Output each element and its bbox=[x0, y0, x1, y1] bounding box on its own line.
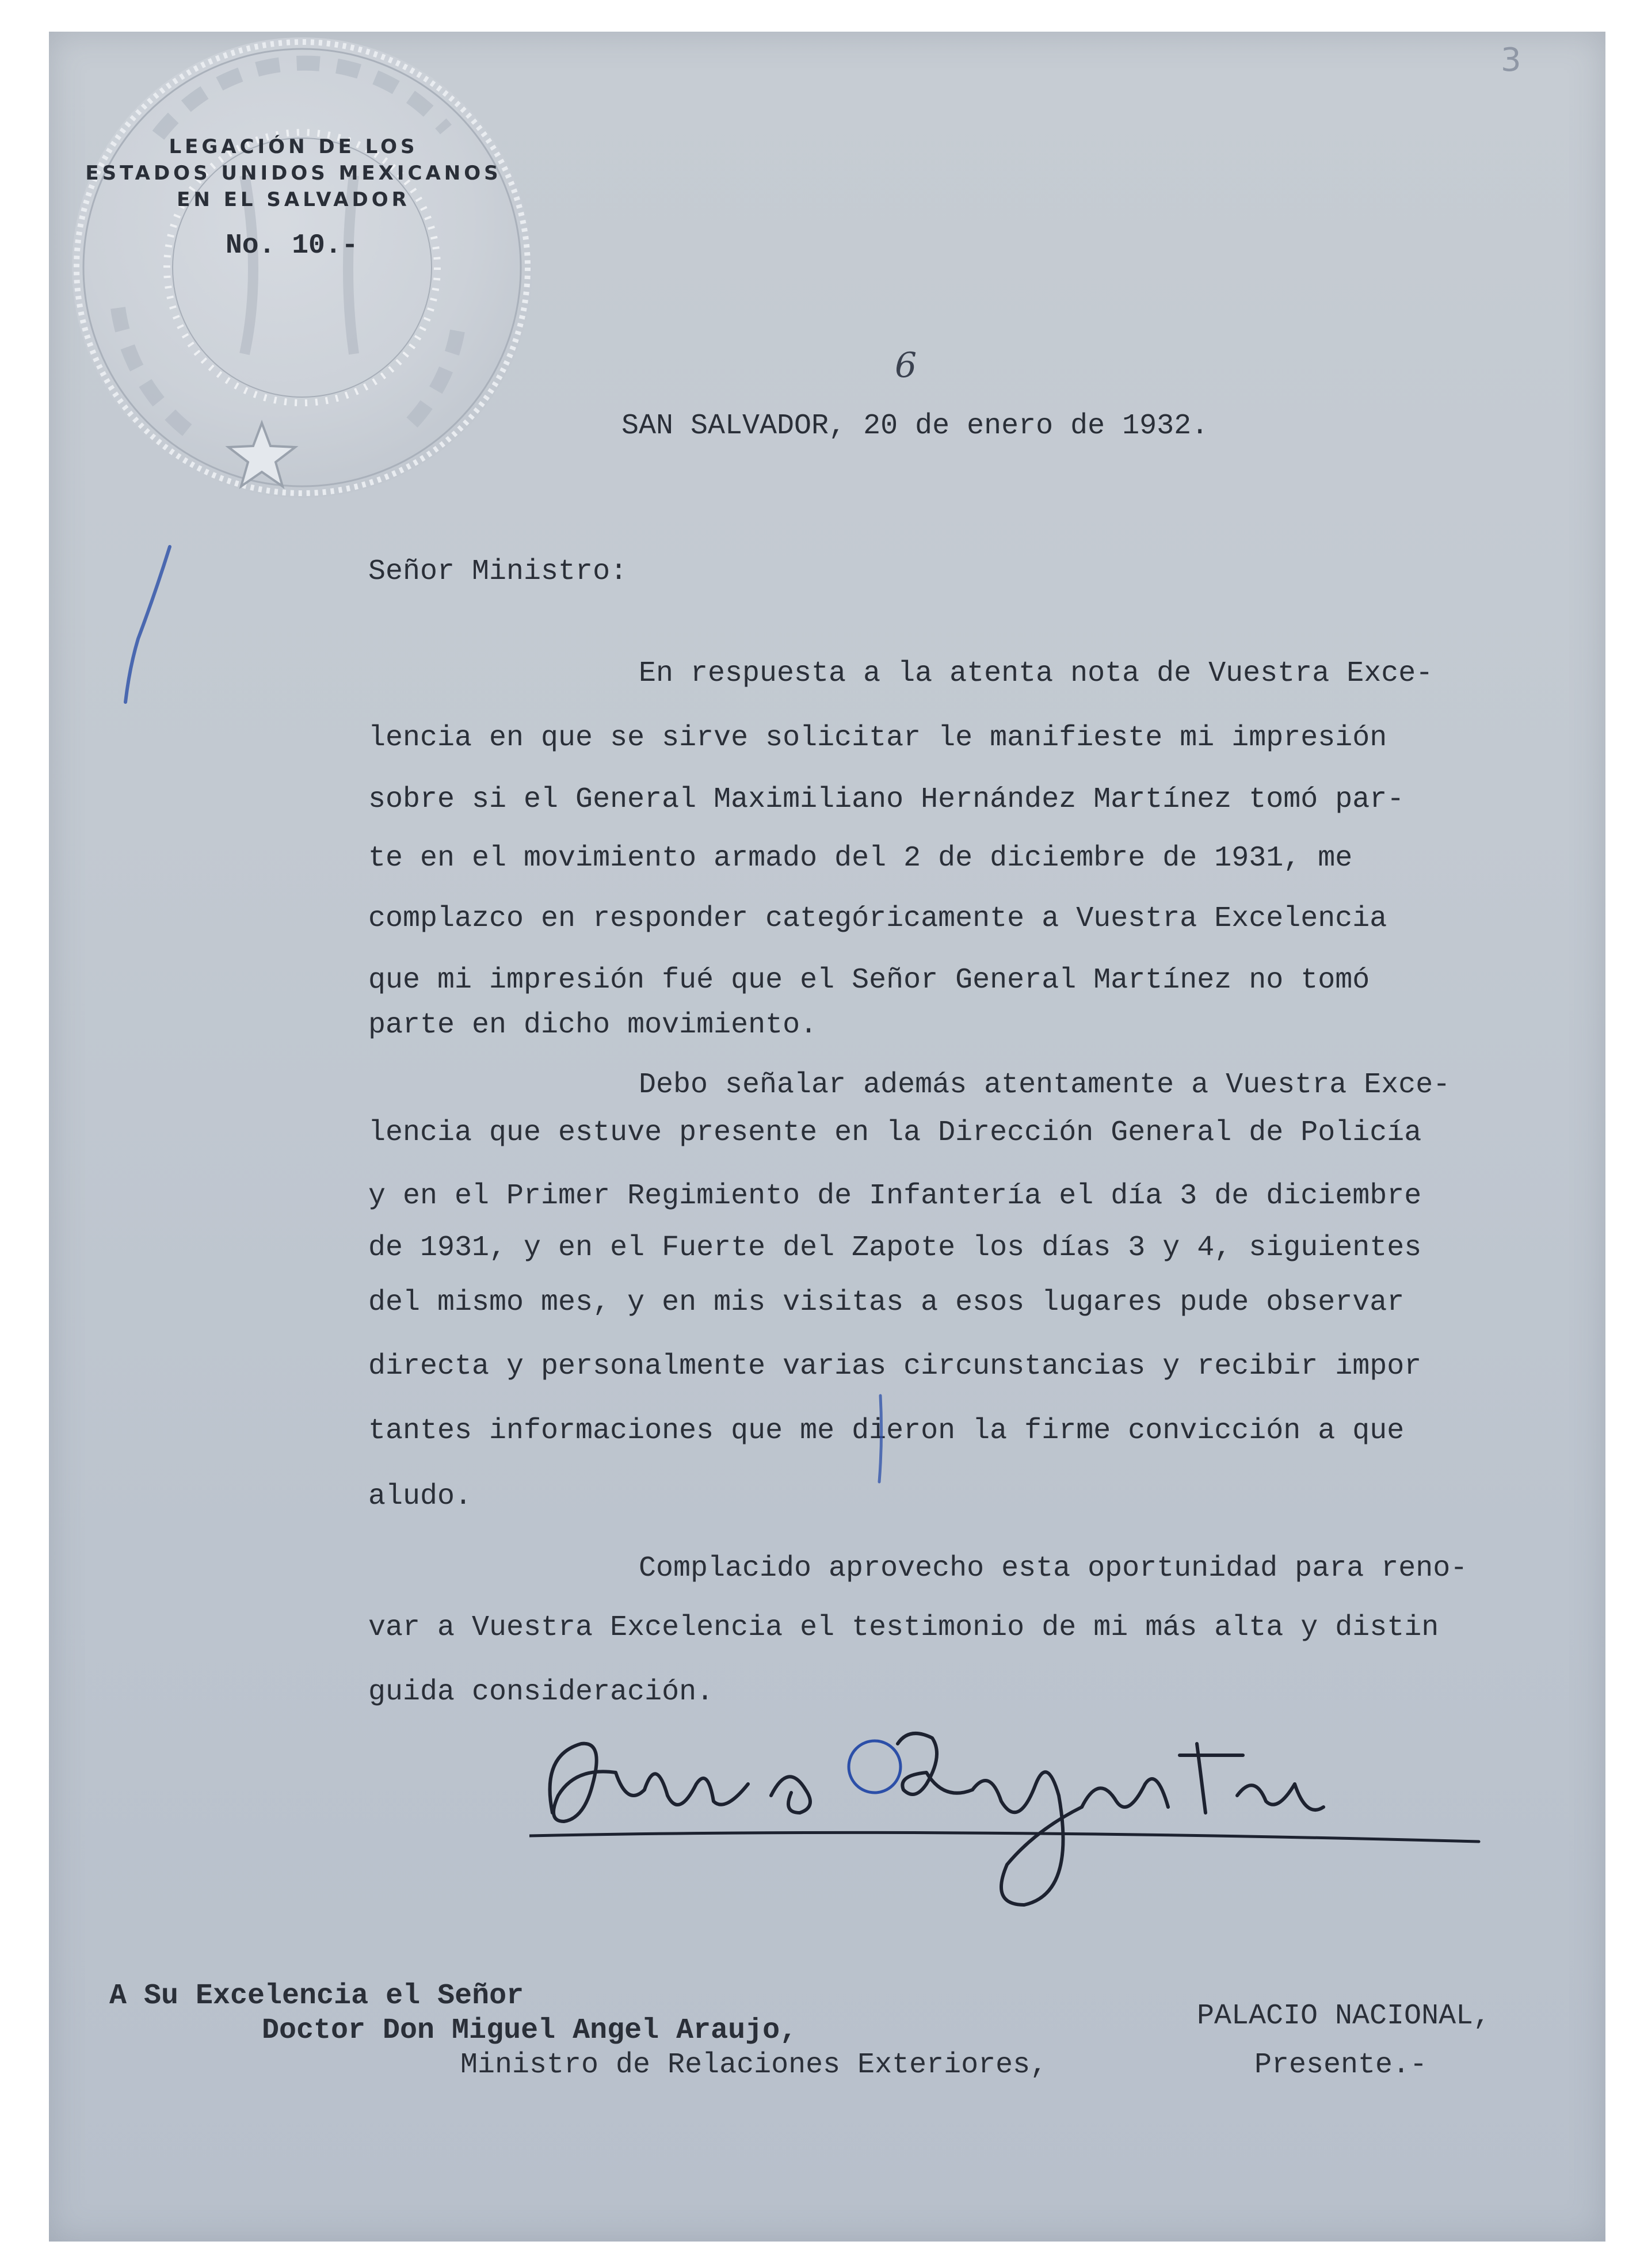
handwritten-number: 6 bbox=[895, 345, 917, 386]
dateline: SAN SALVADOR, 20 de enero de 1932. bbox=[621, 410, 1209, 443]
pen-stroke-icon bbox=[115, 541, 184, 714]
paragraph-1-line: En respuesta a la atenta nota de Vuestra Exce- bbox=[639, 657, 1433, 690]
letterhead-line-1: LEGACIÓN DE LOS bbox=[169, 135, 418, 158]
letterhead bbox=[75, 134, 512, 213]
paragraph-2-line: de 1931, y en el Fuerte del Zapote los días 3 y 4, siguientes bbox=[368, 1232, 1422, 1264]
paragraph-2-line: aludo. bbox=[368, 1480, 472, 1513]
signature-icon bbox=[529, 1721, 1496, 1911]
recipient-line-3: Ministro de Relaciones Exteriores, bbox=[460, 2049, 1048, 2082]
letterhead-line-3: EN EL SALVADOR bbox=[177, 188, 410, 211]
embossed-seal-icon bbox=[55, 32, 561, 509]
salutation: Señor Ministro: bbox=[368, 555, 628, 588]
paragraph-2-line: y en el Primer Regimiento de Infantería el día 3 de diciembre bbox=[368, 1180, 1422, 1213]
paragraph-2-line: lencia que estuve presente en la Dirección General de Policía bbox=[368, 1116, 1422, 1149]
paragraph-3-line: guida consideración. bbox=[368, 1676, 714, 1709]
page-number: 3 bbox=[1501, 41, 1521, 79]
paragraph-2-line: Debo señalar además atentamente a Vuestra Exce- bbox=[639, 1069, 1451, 1101]
recipient-line-2: Doctor Don Miguel Angel Araujo, bbox=[262, 2014, 798, 2047]
paragraph-1-line: que mi impresión fué que el Señor General Martínez no tomó bbox=[368, 964, 1370, 997]
paragraph-3-line: Complacido aprovecho esta oportunidad para reno- bbox=[639, 1552, 1468, 1585]
pen-stroke-icon bbox=[863, 1393, 898, 1485]
paragraph-2-line: del mismo mes, y en mis visitas a esos lugares pude observar bbox=[368, 1286, 1405, 1319]
paragraph-1-line: sobre si el General Maximiliano Hernández Martínez tomó par- bbox=[368, 783, 1405, 816]
paragraph-1-line: complazco en responder categóricamente a Vuestra Excelencia bbox=[368, 902, 1387, 935]
paragraph-1-line: lencia en que se sirve solicitar le manifieste mi impresión bbox=[368, 722, 1387, 754]
paragraph-2-line: tantes informaciones que me dieron la firme convicción a que bbox=[368, 1415, 1405, 1447]
recipient-line-1: A Su Excelencia el Señor bbox=[109, 1980, 524, 2012]
presente-line: Presente.- bbox=[1254, 2049, 1428, 2082]
paragraph-1-line: te en el movimiento armado del 2 de diciembre de 1931, me bbox=[368, 842, 1353, 875]
paragraph-2-line: directa y personalmente varias circunstancias y recibir impor bbox=[368, 1350, 1422, 1383]
reference-number: No. 10.- bbox=[226, 230, 358, 261]
letterhead-line-2: ESTADOS UNIDOS MEXICANOS bbox=[85, 162, 502, 185]
paragraph-3-line: var a Vuestra Excelencia el testimonio de mi más alta y distin bbox=[368, 1611, 1439, 1644]
paragraph-1-line: parte en dicho movimiento. bbox=[368, 1009, 818, 1042]
palace-address: PALACIO NACIONAL, bbox=[1197, 2000, 1491, 2033]
